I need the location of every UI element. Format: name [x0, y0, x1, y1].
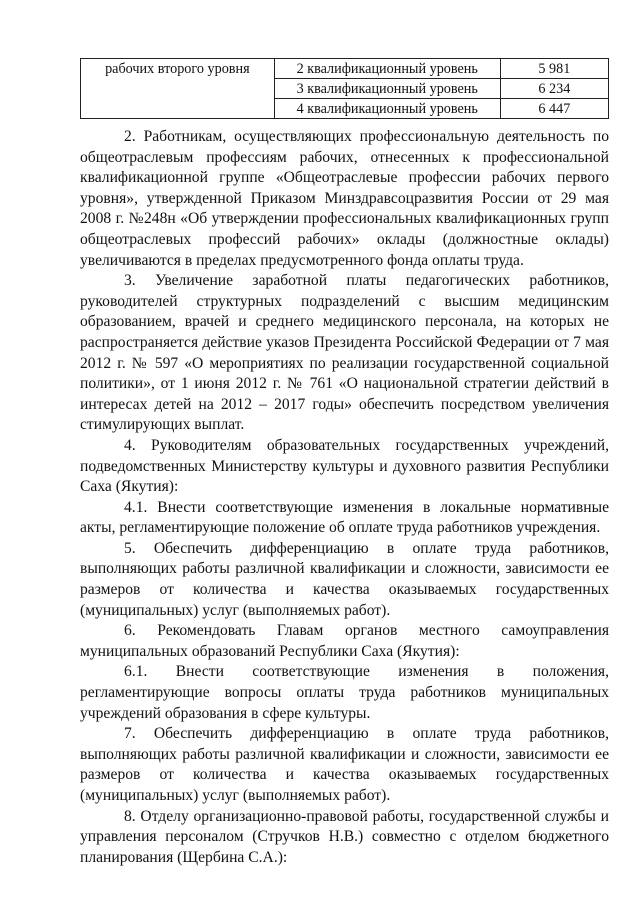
salary-amount-cell: 5 981: [500, 59, 608, 79]
paragraph-5: 5. Обеспечить дифференциацию в оплате труда работников, выполняющих работы различной квалификации и сложности, зависимости ее размеров от количества и качества оказываемых государственных (муниципальных) услуг (выполняемых работ).: [80, 539, 609, 619]
paragraph-6-1: 6.1. Внести соответствующие изменения в положения, регламентирующие вопросы оплаты труда работников муниципальных учреждений образования в сфере культуры.: [80, 663, 609, 722]
table-row: [81, 59, 609, 79]
salary-amount-cell: 6 447: [500, 99, 608, 119]
qualification-level-cell: 3 квалификационный уровень: [274, 79, 500, 99]
paragraph-4: 4. Руководителям образовательных государственных учреждений, подведомственных Министерству культуры и духовного развития Республики Саха (Якутия):: [80, 436, 609, 496]
paragraph-3: 3. Увеличение заработной платы педагогических работников, руководителей структурных подразделений с высшим медицинским образованием, врачей и среднего медицинского персонала, на которых не распространяется действие указов Президента Российской Федерации от 7 мая 2012 г. № 597 «О мероприятиях по реализации государственной социальной политики», от 1 июня 2012 г. № 761 «О национальной стратегии действий в интересах детей на 2012 – 2017 годы» обеспечить посредством увеличения стимулирующих выплат.: [80, 272, 609, 434]
document-body: [80, 127, 609, 868]
paragraph-8: 8. Отделу организационно-правовой работы, государственной службы и управления персоналом (Стручков Н.В.) совместно с отделом бюджетного планирования (Щербина С.А.):: [80, 807, 609, 866]
salary-table: [80, 58, 609, 119]
paragraph-6: 6. Рекомендовать Главам органов местного самоуправления муниципальных образований Республики Саха (Якутия):: [80, 622, 609, 660]
qualification-level-cell: 2 квалификационный уровень: [274, 59, 500, 79]
paragraph-4-1: 4.1. Внести соответствующие изменения в локальные нормативные акты, регламентирующие положение об оплате труда работников учреждения.: [80, 498, 609, 537]
paragraph-7: 7. Обеспечить дифференциацию в оплате труда работников, выполняющих работы различной квалификации и сложности, зависимости ее размеров от количества и качества оказываемых государственных (муниципальных) услуг (выполняемых работ).: [80, 725, 609, 804]
qualification-level-cell: 4 квалификационный уровень: [274, 99, 500, 119]
paragraph-2: 2. Работникам, осуществляющих профессиональную деятельность по общеотраслевым профессиям рабочих, отнесенных к профессиональной квалификационной группе «Общеотраслевые профессии рабочих первого уровня», утвержденной Приказом Минздравсоцразвития России от 29 мая 2008 г. №248н «Об утверждении профессиональных квалификационных групп общеотраслевых профессий рабочих» оклады (должностные оклады) увеличиваются в пределах предусмотренного фонда оплаты труда.: [80, 128, 609, 269]
salary-amount-cell: 6 234: [500, 79, 608, 99]
qualification-group-cell: рабочих второго уровня: [81, 59, 275, 119]
